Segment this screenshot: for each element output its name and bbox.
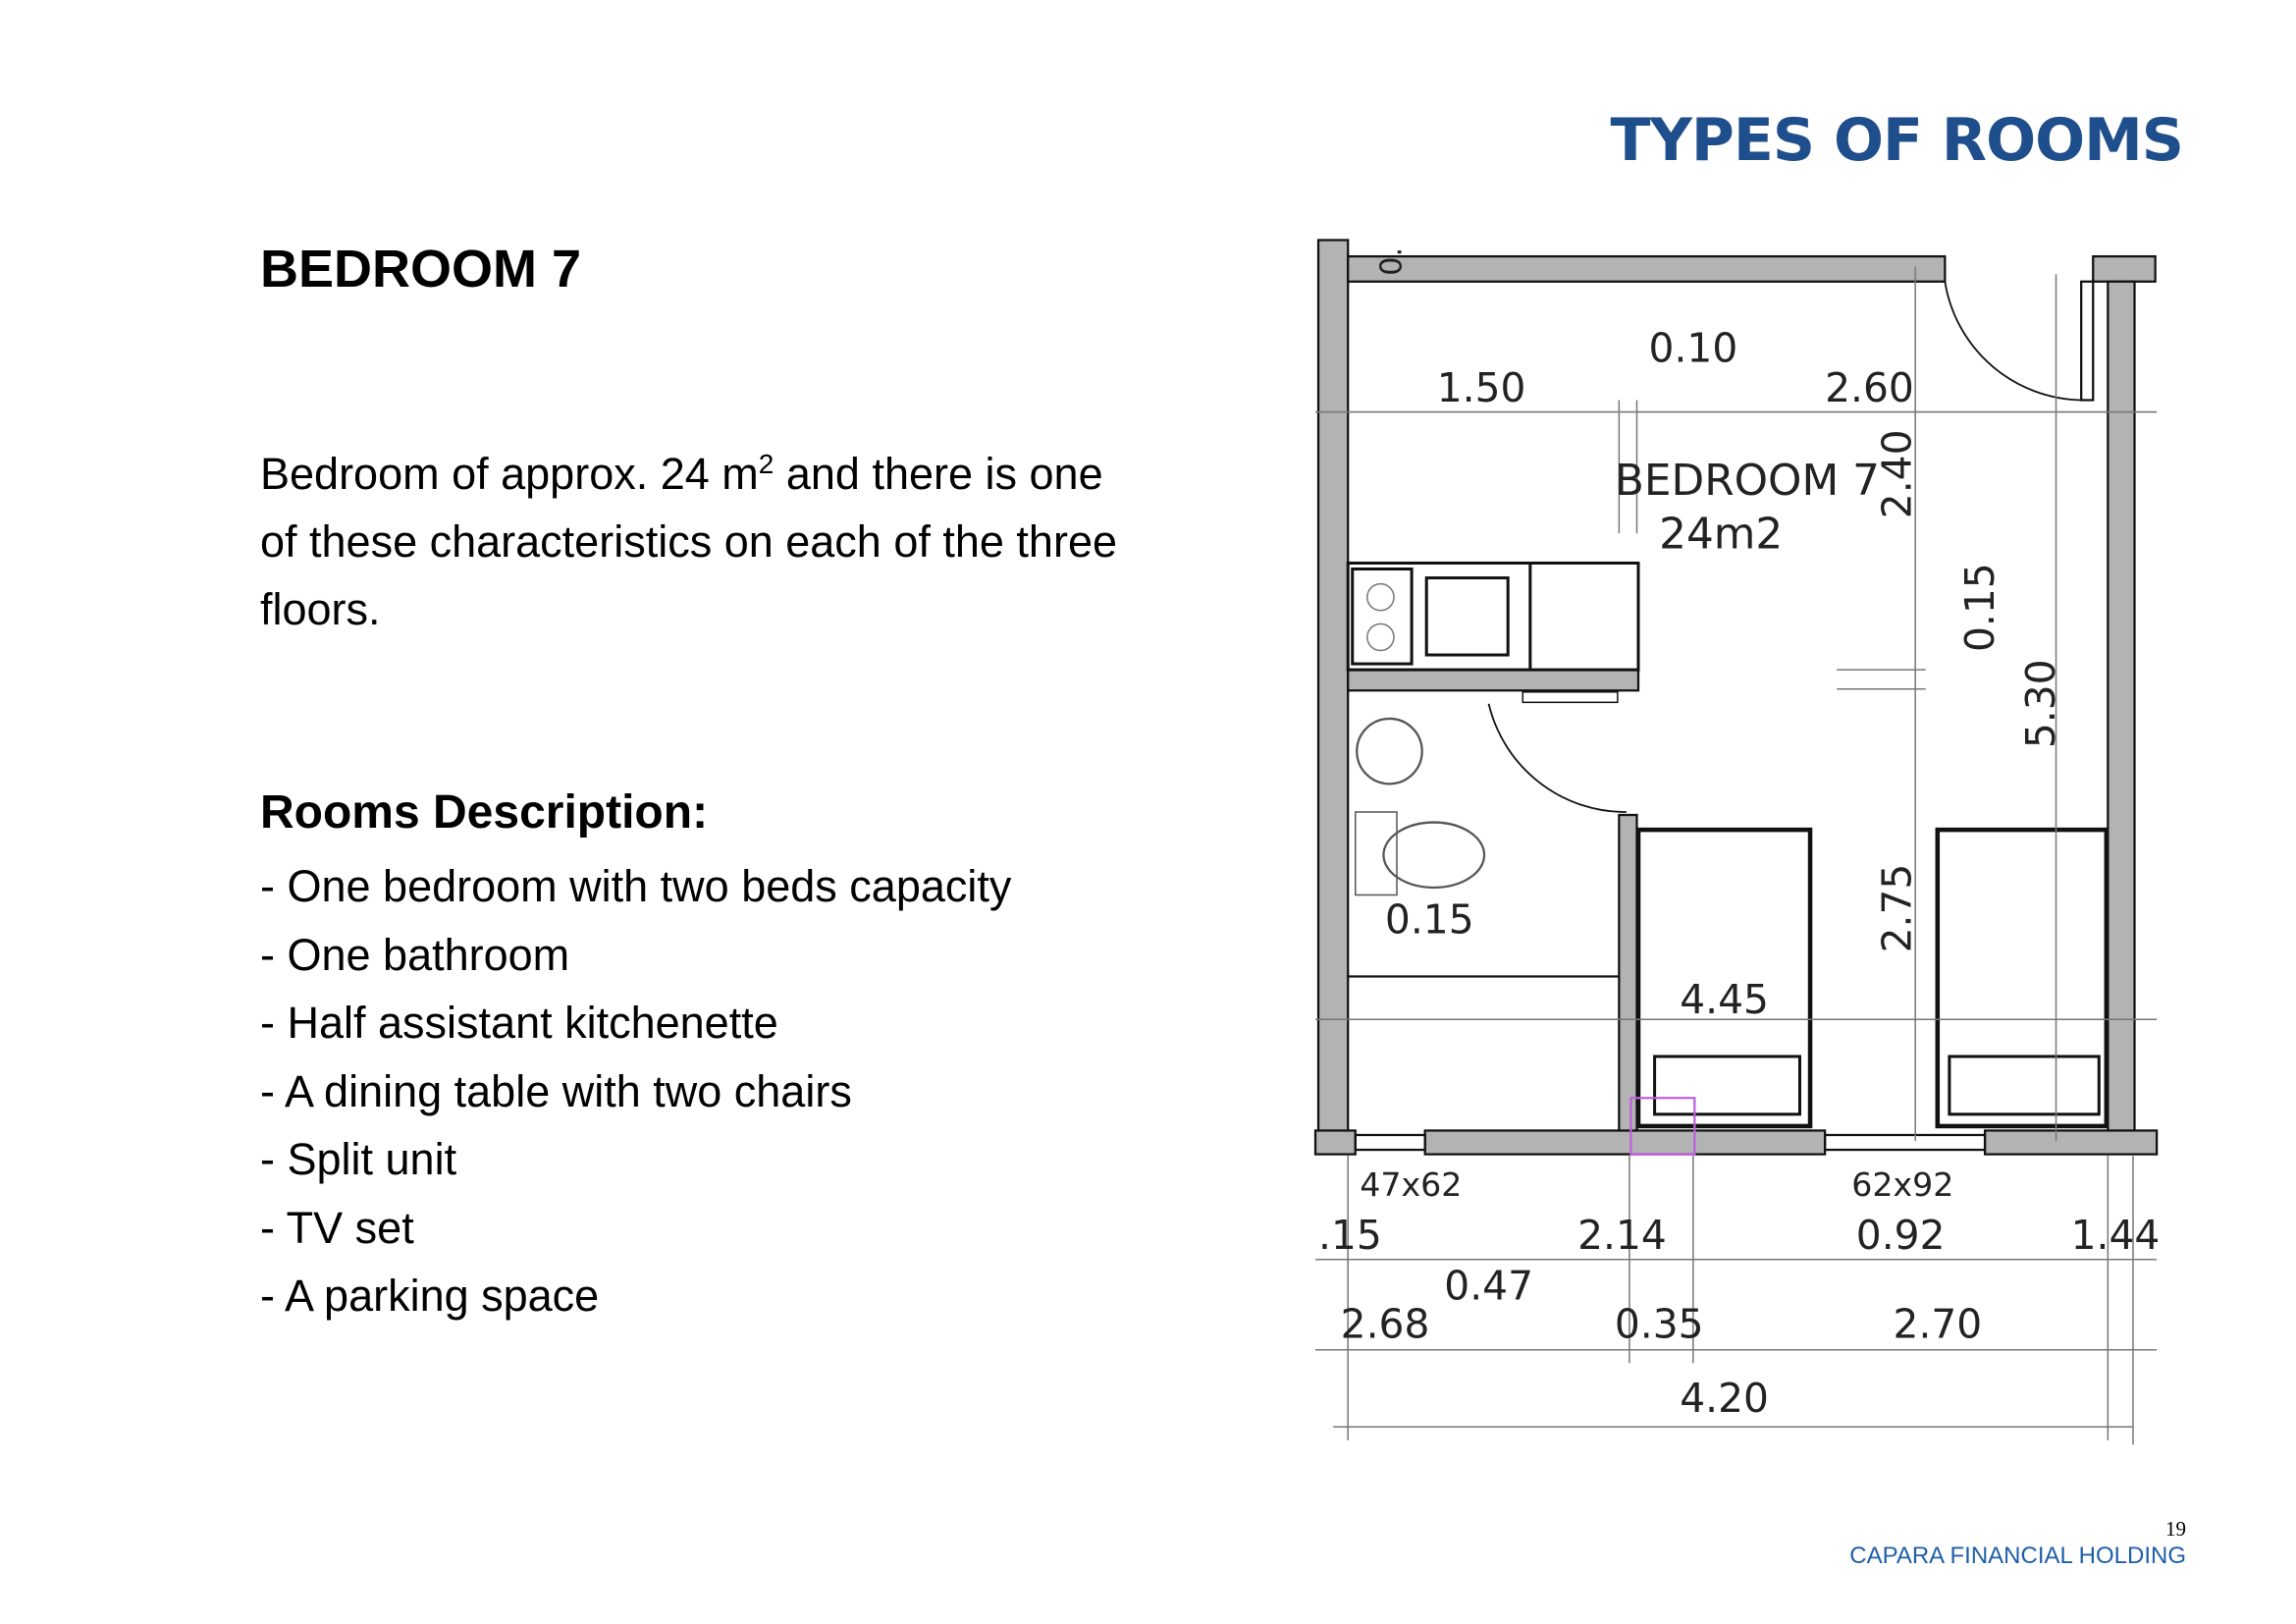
dim-label: 4.45 bbox=[1680, 976, 1769, 1024]
list-item: - TV set bbox=[260, 1202, 414, 1253]
dim-label: 2.68 bbox=[1340, 1300, 1430, 1348]
dim-label: 0.35 bbox=[1614, 1300, 1704, 1348]
entry-door-arc bbox=[1945, 282, 2081, 401]
plan-area-label: 24m2 bbox=[1659, 509, 1784, 560]
list-item: - A dining table with two chairs bbox=[260, 1065, 852, 1116]
dim-label: 1.44 bbox=[2070, 1212, 2161, 1260]
dim-label: 0.15 bbox=[1956, 563, 2004, 653]
dim-label: 0. bbox=[1374, 246, 1410, 276]
dimension-lines bbox=[1315, 267, 2157, 1445]
plan-room-label: BEDROOM 7 bbox=[1614, 456, 1880, 507]
dim-label: 0.92 bbox=[1855, 1212, 1946, 1260]
page-title: TYPES OF ROOMS bbox=[1610, 106, 2183, 175]
dim-label: 2.70 bbox=[1893, 1300, 1983, 1348]
dim-label: .15 bbox=[1318, 1212, 1382, 1260]
window-size-label: 62x92 bbox=[1851, 1164, 1954, 1204]
dim-label: 0.47 bbox=[1444, 1262, 1534, 1310]
dim-label: 4.20 bbox=[1680, 1375, 1769, 1423]
dim-label: 2.75 bbox=[1873, 863, 1921, 953]
intro-superscript: 2 bbox=[758, 449, 774, 479]
description-heading: Rooms Description: bbox=[260, 786, 709, 839]
company-name: CAPARA FINANCIAL HOLDING bbox=[1849, 1543, 2186, 1569]
dim-label: 1.50 bbox=[1436, 363, 1526, 411]
dim-label: 2.14 bbox=[1577, 1212, 1667, 1260]
page-number: 19 bbox=[2165, 1517, 2186, 1541]
list-item: - Half assistant kitchenette bbox=[260, 998, 778, 1048]
dim-label: 0.15 bbox=[1384, 895, 1474, 944]
intro-text: Bedroom of approx. 24 m bbox=[260, 449, 759, 499]
list-item: - One bedroom with two beds capacity bbox=[260, 861, 1012, 911]
list-item: - One bathroom bbox=[260, 929, 570, 980]
dim-label: 0.10 bbox=[1648, 324, 1738, 372]
window-size-label: 47x62 bbox=[1360, 1164, 1463, 1204]
dim-label: 2.40 bbox=[1873, 429, 1921, 519]
room-heading: BEDROOM 7 bbox=[260, 240, 582, 298]
intro-text-cont: and there is one of these characteristics on each of the three floors. bbox=[260, 449, 1117, 634]
list-item: - A parking space bbox=[260, 1271, 600, 1321]
list-item: - Split unit bbox=[260, 1134, 457, 1184]
dim-label: 5.30 bbox=[2017, 659, 2065, 749]
dim-label: 2.60 bbox=[1825, 363, 1914, 411]
